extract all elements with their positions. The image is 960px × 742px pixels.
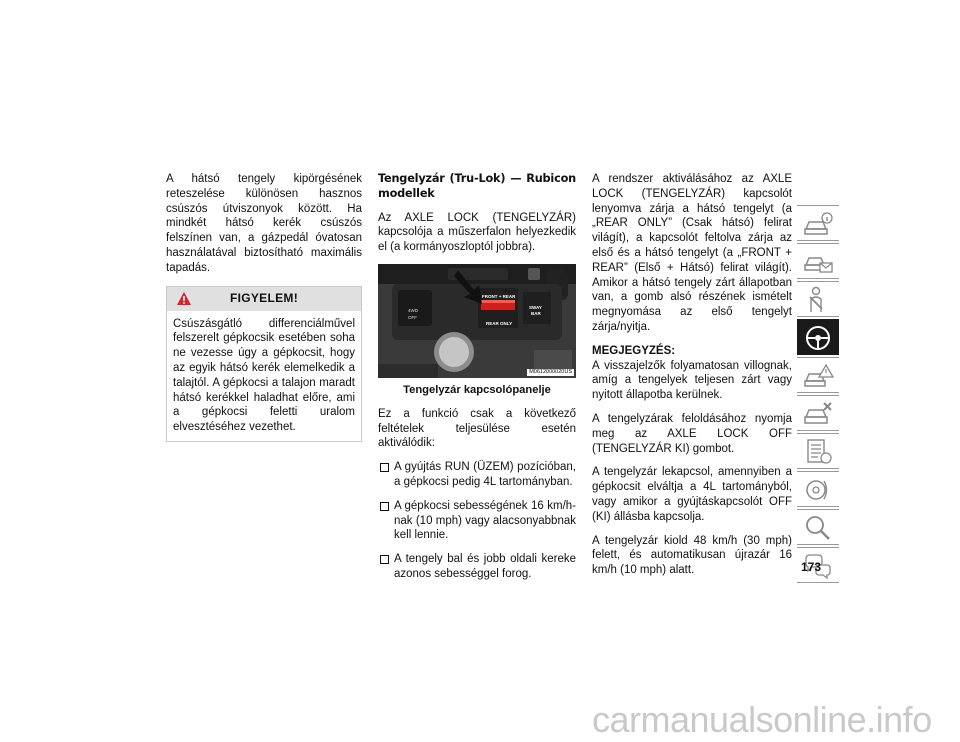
warning-triangle-icon: [176, 291, 192, 306]
column-right: [592, 172, 792, 587]
search-icon: [802, 513, 834, 543]
list-item-text: A gépkocsi sebességének 16 km/h-nak (10 mph) vagy alacsonyabbnak kell lennie.: [394, 499, 576, 542]
person-seatbelt-icon: [802, 285, 834, 315]
car-mail-icon: [802, 247, 834, 277]
list-item-text: A tengely bal és jobb oldali kereke azonos sebességgel forog.: [394, 553, 576, 580]
chapter-tab-warning[interactable]: [797, 357, 839, 393]
steering-wheel-icon: [802, 323, 834, 353]
list-item: [378, 552, 576, 582]
chapter-tab-multimedia[interactable]: [797, 471, 839, 507]
photo-label-bar: BAR: [531, 310, 541, 316]
chapter-tab-driving[interactable]: [797, 319, 839, 355]
photo-label-sway: SWAY: [529, 304, 542, 310]
warning-text: Csúszásgátló differenciálművel felszerelt gépkocsik esetében soha ne vezesse úgy a gépkocsit, hogy az egyik hátsó kerék elemelkedik a talajtól. A gépkocsi a talajon maradt hátsó kerékkel haladhat előre, ami a gépkocsi feletti uralom elvesztéséhez vezethet.: [173, 317, 355, 434]
conditions-intro: Ez a funkció csak a következő feltételek teljesülése esetén aktiválódik:: [378, 407, 576, 450]
list-item-text: A gyújtás RUN (ÜZEM) pozícióban, a gépkocsi pedig 4L tartományban.: [394, 461, 576, 488]
switch-panel-photo: [378, 264, 576, 378]
spec-list-icon: [802, 437, 834, 467]
disengage-paragraph: A tengelyzár lekapcsol, amennyiben a gépkocsit elváltja a 4L tartományból, vagy amikor a gyújtáskapcsolót OFF (KI) állásba kapcsolja.: [592, 466, 792, 523]
multimedia-icon: [802, 475, 834, 505]
photo-label-front-rear: FRONT + REAR: [482, 293, 516, 299]
photo-caption: Tengelyzár kapcsolópanelje: [403, 383, 551, 396]
checkbox-bullet-icon: [380, 463, 389, 472]
note-title: MEGJEGYZÉS:: [592, 344, 676, 357]
chapter-tab-index[interactable]: [797, 509, 839, 545]
warning-box: [166, 286, 362, 442]
chapter-tab-service[interactable]: [797, 395, 839, 431]
note: [592, 344, 792, 403]
intro-paragraph: A hátsó tengely kipörgésének reteszelése különösen hasznos csúszós útviszonyok között. Ha mindkét hátsó kerék csúszós felszínen van, a gázpedál óvatosan használatával biztosítható maximális tapadás.: [166, 173, 362, 274]
watermark: carmanualsonline.info: [592, 699, 932, 740]
activation-paragraph: A rendszer aktiválásához az AXLE LOCK (TENGELYZÁR) kapcsolót lenyomva zárja a hátsó tengelyt (a „REAR ONLY” (Csak hátsó) felirat világít), a kapcsolót feltolva zárja az első és a hátsó tengelyt (a „FRONT + REAR” (Első + Hátsó) felirat világít). Amikor a hátsó tengely zárt állapotban van, a gomb alsó részének ismételt megnyomása az első tengelyt zárja/nyitja.: [592, 173, 792, 333]
chapter-tab-specs[interactable]: [797, 433, 839, 469]
car-service-icon: [802, 399, 834, 429]
checkbox-bullet-icon: [380, 502, 389, 511]
warning-header: [167, 287, 361, 311]
chapter-tab-car-mail[interactable]: [797, 243, 839, 279]
conditions-list: [378, 460, 576, 582]
car-info-icon: [802, 209, 834, 239]
photo-label-4wd: 4WD: [408, 307, 418, 313]
page-number: 173: [801, 560, 822, 574]
photo-label-rear-only: REAR ONLY: [486, 320, 513, 326]
warning-title: FIGYELEM!: [229, 291, 299, 306]
list-item: [378, 499, 576, 543]
column-left: [166, 172, 362, 442]
axle-lock-location-paragraph: Az AXLE LOCK (TENGELYZÁR) kapcsolója a műszerfalon helyezkedik el (a kormányoszloptól jobbra).: [378, 211, 576, 254]
photo-code: M0612000020US: [529, 368, 572, 375]
car-warning-icon: [802, 361, 834, 391]
photo-label-off: OFF: [408, 314, 417, 320]
column-middle: [378, 172, 576, 591]
note-body: A visszajelzők folyamatosan villognak, amíg a tengelyek teljesen zárt vagy nyitott állapotba kerülnek.: [592, 359, 792, 402]
speed-paragraph: A tengelyzár kiold 48 km/h (30 mph) felett, és automatikusan újrazár 16 km/h (10 mph) alatt.: [592, 534, 792, 577]
chapter-tab-safety[interactable]: [797, 281, 839, 317]
unlock-paragraph: A tengelyzárak feloldásához nyomja meg az AXLE LOCK OFF (TENGELYZÁR KI) gombot.: [592, 412, 792, 455]
section-title: Tengelyzár (Tru-Lok) — Rubicon modellek: [378, 172, 576, 200]
chapter-tab-car-info[interactable]: [797, 205, 839, 241]
list-item: [378, 460, 576, 490]
checkbox-bullet-icon: [380, 555, 389, 564]
